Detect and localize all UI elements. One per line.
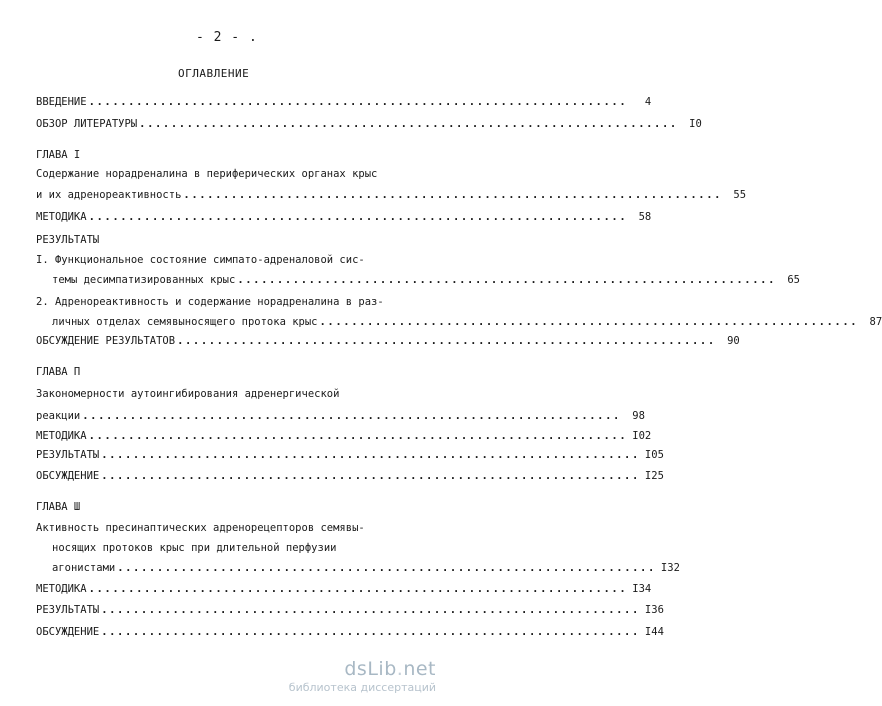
chapter-3-heading: ГЛАВА Ш bbox=[36, 501, 81, 513]
chapter-2-title: Закономерности аутоингибирования адренергической bbox=[36, 388, 340, 400]
toc-page-number: I36 bbox=[644, 604, 664, 616]
toc-page-number: I44 bbox=[644, 626, 664, 638]
toc-entry-chapter-2-methods bbox=[36, 430, 652, 444]
toc-entry-text: ОБСУЖДЕНИЕ РЕЗУЛЬТАТОВ bbox=[36, 335, 176, 347]
watermark-logo: dsLib.net bbox=[344, 658, 436, 680]
toc-page-number: 55 bbox=[733, 189, 747, 201]
chapter-1-heading: ГЛАВА I bbox=[36, 149, 81, 161]
watermark-subtitle: библиотека диссертаций bbox=[288, 681, 436, 694]
leader-dots: .................................................................... bbox=[237, 274, 776, 286]
leader-dots: .................................................................... bbox=[88, 96, 628, 108]
leader-dots: .................................................................... bbox=[88, 430, 628, 442]
toc-entry-intro bbox=[36, 96, 652, 110]
toc-entry-chapter-2-title bbox=[36, 410, 645, 424]
toc-page-number: 65 bbox=[787, 274, 800, 286]
toc-page-number: 4 bbox=[644, 96, 652, 108]
toc-entry-chapter-1-discussion bbox=[36, 335, 740, 349]
toc-page-number: I34 bbox=[632, 583, 652, 595]
leader-dots: .................................................................... bbox=[183, 189, 723, 201]
leader-dots: .................................................................... bbox=[101, 626, 640, 638]
toc-entry-chapter-1-title bbox=[36, 189, 747, 203]
leader-dots: .................................................................... bbox=[139, 118, 678, 130]
toc-entry-text: темы десимпатизированных крыс bbox=[52, 274, 236, 286]
leader-dots: .................................................................... bbox=[88, 583, 628, 595]
toc-entry-text: РЕЗУЛЬТАТЫ bbox=[36, 449, 100, 461]
toc-page-number: 87 bbox=[869, 316, 882, 328]
toc-entry-chapter-2-discussion bbox=[36, 470, 664, 484]
toc-page-number: 58 bbox=[638, 211, 652, 223]
page-number: - 2 - . bbox=[196, 30, 258, 45]
toc-entry-text: ОБСУЖДЕНИЕ bbox=[36, 626, 100, 638]
toc-page-number: I32 bbox=[660, 562, 680, 574]
leader-dots: .................................................................... bbox=[177, 335, 716, 347]
toc-page-number: I25 bbox=[644, 470, 664, 482]
chapter-1-results-heading: РЕЗУЛЬТАТЫ bbox=[36, 234, 100, 246]
page-title: ОГЛАВЛЕНИЕ bbox=[178, 67, 250, 80]
toc-entry-text: ОБЗОР ЛИТЕРАТУРЫ bbox=[36, 118, 138, 130]
leader-dots: .................................................................... bbox=[82, 410, 621, 422]
toc-entry-text: реакции bbox=[36, 410, 81, 422]
toc-page-number: I02 bbox=[632, 430, 652, 442]
toc-entry-chapter-1-methods bbox=[36, 211, 652, 225]
leader-dots: .................................................................... bbox=[101, 449, 640, 461]
toc-entry-chapter-2-results bbox=[36, 449, 664, 463]
toc-entry-chapter-3-results bbox=[36, 604, 664, 618]
toc-entry-chapter-1-result-1 bbox=[52, 274, 800, 288]
toc-entry-text: МЕТОДИКА bbox=[36, 430, 87, 442]
toc-entry-chapter-3-methods bbox=[36, 583, 652, 597]
leader-dots: .................................................................... bbox=[319, 316, 859, 328]
chapter-2-heading: ГЛАВА П bbox=[36, 366, 81, 378]
leader-dots: .................................................................... bbox=[101, 470, 640, 482]
toc-entry-text: МЕТОДИКА bbox=[36, 211, 87, 223]
leader-dots: .................................................................... bbox=[88, 211, 628, 223]
toc-page-number: I0 bbox=[689, 118, 702, 130]
toc-entry-chapter-3-discussion bbox=[36, 626, 664, 640]
toc-entry-chapter-3-title bbox=[52, 562, 680, 576]
chapter-1-title: Содержание норадреналина в периферических органах крыс bbox=[36, 168, 378, 180]
leader-dots: .................................................................... bbox=[101, 604, 640, 616]
leader-dots: .................................................................... bbox=[117, 562, 656, 574]
chapter-3-title: Активность пресинаптических адренорецепторов семявы- bbox=[36, 522, 365, 534]
chapter-1-result-1: I. Функциональное состояние симпато-адреналовой сис- bbox=[36, 254, 365, 266]
toc-page-number: 98 bbox=[632, 410, 645, 422]
watermark bbox=[289, 658, 436, 694]
chapter-3-title-line-2: носящих протоков крыс при длительной перфузии bbox=[52, 542, 337, 554]
toc-entry-text: РЕЗУЛЬТАТЫ bbox=[36, 604, 100, 616]
toc-page-number: I05 bbox=[644, 449, 664, 461]
toc-entry-text: ОБСУЖДЕНИЕ bbox=[36, 470, 100, 482]
toc-entry-text: МЕТОДИКА bbox=[36, 583, 87, 595]
chapter-1-result-2: 2. Адренореактивность и содержание норадреналина в раз- bbox=[36, 296, 384, 308]
toc-entry-text: личных отделах семявыносящего протока крыс bbox=[52, 316, 318, 328]
toc-entry-chapter-1-result-2 bbox=[52, 316, 882, 330]
toc-entry-text: ВВЕДЕНИЕ bbox=[36, 96, 87, 108]
toc-page-number: 90 bbox=[727, 335, 740, 347]
toc-entry-text: и их адренореактивность bbox=[36, 189, 182, 201]
toc-entry-review bbox=[36, 118, 702, 132]
toc-entry-text: агонистами bbox=[52, 562, 116, 574]
